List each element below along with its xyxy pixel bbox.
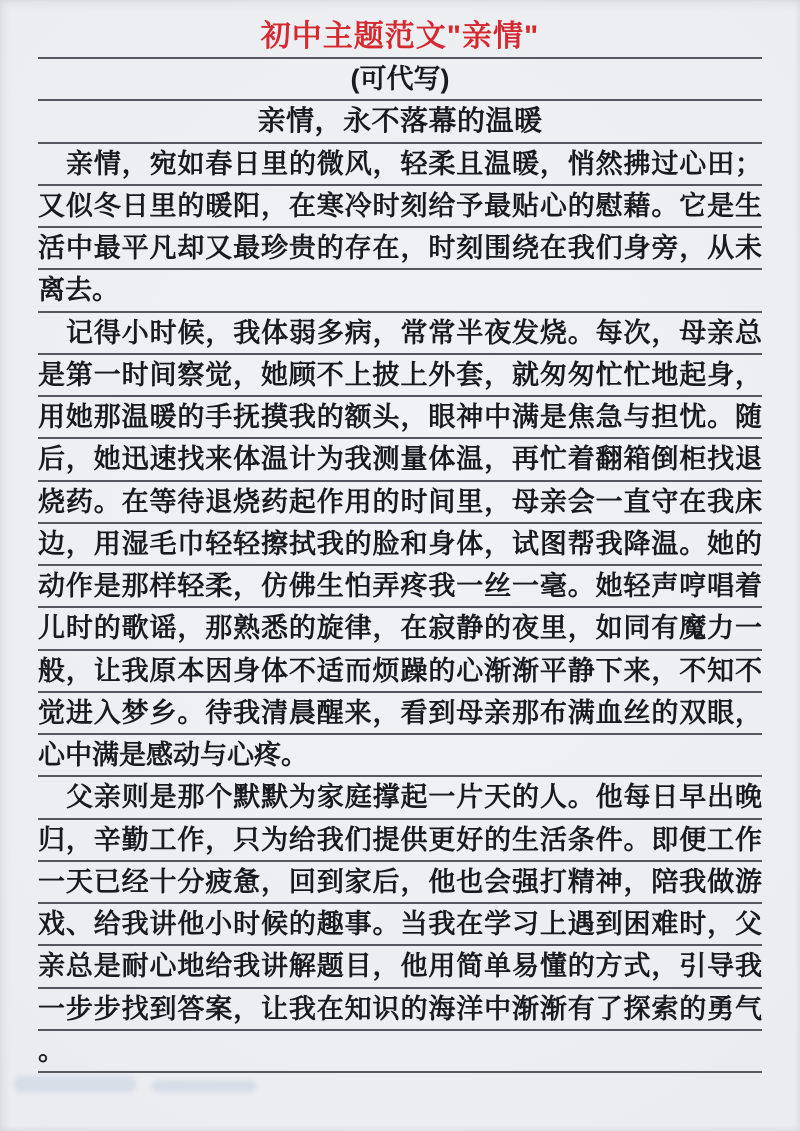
essay-line: 。 [38, 1031, 762, 1073]
essay-title: 亲情，永不落幕的温暖 [38, 101, 762, 143]
watermark-smudge [14, 1076, 136, 1092]
essay-line: 戏、给我讲他小时候的趣事。当我在学习上遇到困难时，父 [38, 904, 762, 946]
essay-line: 用她那温暖的手抚摸我的额头，眼神中满是焦急与担忧。随 [38, 397, 762, 439]
essay-line: 心中满是感动与心疼。 [38, 735, 762, 777]
essay-line: 归，辛勤工作，只为给我们提供更好的生活条件。即便工作 [38, 820, 762, 862]
essay-line: 后，她迅速找来体温计为我测量体温，再忙着翻箱倒柜找退 [38, 439, 762, 481]
essay-line: 活中最平凡却又最珍贵的存在，时刻围绕在我们身旁，从未 [38, 228, 762, 270]
page-content [38, 0, 762, 1073]
essay-line: 烧药。在等待退烧药起作用的时间里，母亲会一直守在我床 [38, 482, 762, 524]
essay-line: 边，用湿毛巾轻轻擦拭我的脸和身体，试图帮我降温。她的 [38, 524, 762, 566]
essay-line: 一天已经十分疲惫，回到家后，他也会强打精神，陪我做游 [38, 862, 762, 904]
note-line: (可代写) [38, 59, 762, 101]
essay-line: 般，让我原本因身体不适而烦躁的心渐渐平静下来，不知不 [38, 651, 762, 693]
essay-line: 是第一时间察觉，她顾不上披上外套，就匆匆忙忙地起身， [38, 355, 762, 397]
watermark-smudge [152, 1080, 256, 1092]
essay-body [38, 144, 762, 1074]
essay-line: 离去。 [38, 270, 762, 312]
essay-line: 亲情，宛如春日里的微风，轻柔且温暖，悄然拂过心田； [38, 144, 762, 186]
essay-line: 一步步找到答案，让我在知识的海洋中渐渐有了探索的勇气 [38, 989, 762, 1031]
essay-line: 儿时的歌谣，那熟悉的旋律，在寂静的夜里，如同有魔力一 [38, 608, 762, 650]
header [38, 0, 762, 59]
essay-line: 动作是那样轻柔，仿佛生怕弄疼我一丝一毫。她轻声哼唱着 [38, 566, 762, 608]
category-title: 初中主题范文"亲情" [260, 20, 540, 53]
essay-line: 记得小时候，我体弱多病，常常半夜发烧。每次，母亲总 [38, 313, 762, 355]
essay-line: 觉进入梦乡。待我清晨醒来，看到母亲那布满血丝的双眼， [38, 693, 762, 735]
essay-line: 父亲则是那个默默为家庭撑起一片天的人。他每日早出晚 [38, 777, 762, 819]
essay-line: 又似冬日里的暖阳，在寒冷时刻给予最贴心的慰藉。它是生 [38, 186, 762, 228]
essay-line: 亲总是耐心地给我讲解题目，他用简单易懂的方式，引导我 [38, 946, 762, 988]
